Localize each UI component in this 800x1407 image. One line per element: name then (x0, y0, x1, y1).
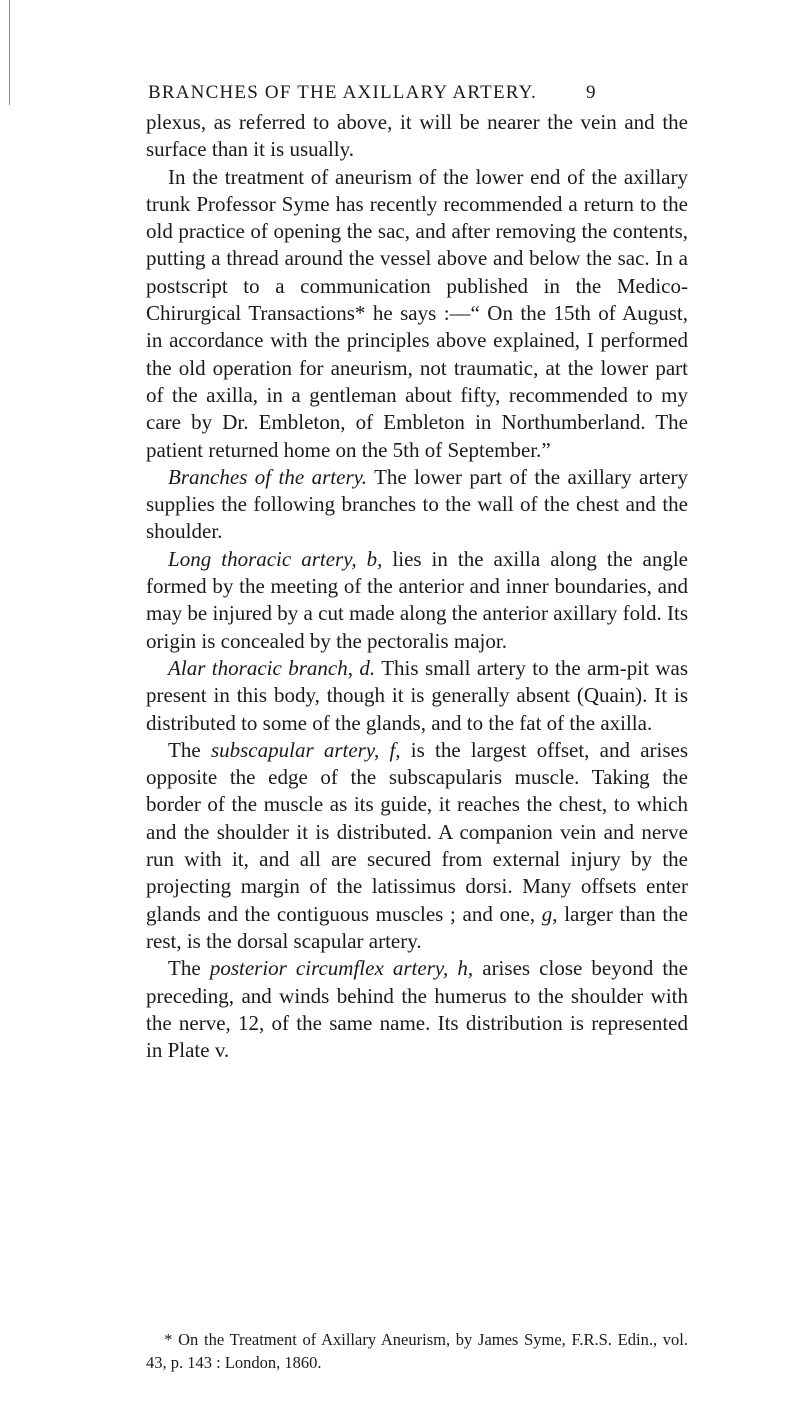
text-run: The lower part of the axillary artery supplies the following branches to the wall of the chest and the shoulder. (146, 464, 689, 544)
text-run: larger than the rest, is the dorsal scapular artery. (146, 901, 688, 953)
paragraph (146, 464, 688, 546)
text-run: In the treatment of aneurism of the lower end of the axillary trunk Professor Syme has recently recommended a return to the old practice of opening the sac, and after removing the contents, putting a thread around the vessel above and below the sac. In a postscript to a communication published in the Medico-Chirurgical Transactions* he says :—“ On the 15th of August, in accordance with the principles above explained, I performed the old operation for aneurism, not traumatic, at the lower part of the axilla, in a gentleman about fifty, recommended to my care by Dr. Embleton, of Embleton in Northumberland. The patient returned home on the 5th of September.” (146, 164, 688, 462)
paragraph (146, 955, 688, 1064)
body-text (146, 109, 688, 1064)
text-run: The (168, 956, 210, 981)
running-title: BRANCHES OF THE AXILLARY ARTERY. (148, 82, 537, 103)
italic-heading: Long thoracic artery, b, (168, 546, 383, 571)
paragraph (146, 546, 688, 655)
italic-heading: Branches of the artery. (168, 464, 368, 489)
page-edge-line (0, 0, 10, 105)
footnote-text: * On the Treatment of Axillary Aneurism, by James Syme, F.R.S. Edin., vol. 43, p. 143 : London, 1860. (146, 1330, 688, 1372)
paragraph (146, 164, 688, 464)
text-run: plexus, as referred to above, it will be nearer the vein and the surface than it is usually. (146, 110, 688, 162)
text-run: This small artery to the arm-pit was present in this body, though it is generally absent (Quain). It is distributed to some of the glands, and to the fat of the axilla. (146, 655, 688, 735)
text-run: The (168, 737, 211, 762)
paragraph (146, 737, 688, 955)
footnote (146, 1328, 688, 1374)
text-run: is the largest offset, and arises opposite the edge of the subscapularis muscle. Taking the border of the muscle as its guide, it reaches the chest, to which and the shoulder it is distributed. A companion vein and nerve run with it, and all are secured from external injury by the projecting margin of the latissimus dorsi. Many offsets enter glands and the contiguous muscles ; and one, (146, 737, 689, 926)
text-run: lies in the axilla along the angle formed by the meeting of the anterior and inner boundaries, and may be injured by a cut made along the anterior axillary fold. Its origin is concealed by the pectoralis major. (146, 546, 688, 653)
text-run: arises close beyond the preceding, and winds behind the humerus to the shoulder with the nerve, 12, of the same name. Its distribution is represented in Plate v. (146, 956, 688, 1063)
paragraph (146, 109, 688, 164)
page-number: 9 (586, 82, 596, 103)
paragraph (146, 655, 688, 737)
italic-heading: subscapular artery, f, (210, 737, 401, 762)
italic-heading: posterior circumflex artery, h, (209, 956, 474, 981)
italic-heading: Alar thoracic branch, d. (168, 655, 376, 680)
italic-letter: g, (541, 901, 558, 926)
